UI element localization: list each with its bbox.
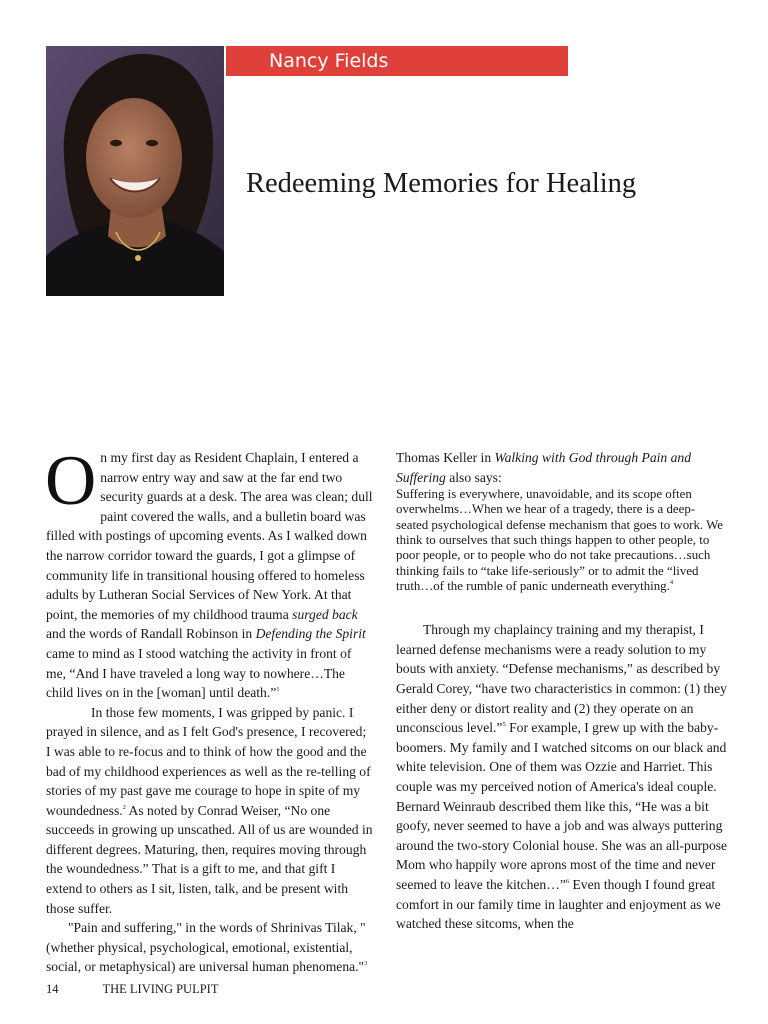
paragraph-4 — [396, 620, 728, 934]
paragraph-1-text-a: n my first day as Resident Chaplain, I entered a narrow entry way and saw at the far end two security guards at a desk. The area was clean; dull paint covered the walls, and a bulletin board was filled with postings of upcoming events. As I walked down the narrow corridor toward the guards, I got a glimpse of community life in transitional housing offered to homeless adults by Lutheran Social Services of New York. At that point, the memories of my childhood trauma — [46, 450, 373, 622]
article-title: Redeeming Memories for Healing — [246, 168, 637, 199]
page-footer — [46, 982, 218, 997]
column-left — [45, 442, 374, 977]
paragraph-1-text-b: and the words of Randall Robinson in — [46, 626, 256, 642]
book-title-walking-with-god: Walking with God through Pain and Suffering — [396, 450, 692, 485]
paragraph-2-text-b: As noted by Conrad Weiser, “No one succeeds in growing up unscathed. All of us are wounded in different degrees. Maturing, then, requires moving through the woundedness.” That is a gift to me, and that gift I extend to others as I sit, listen, talk, and be present with those suffer. — [46, 802, 373, 916]
author-name-banner — [226, 46, 568, 76]
author-portrait-image — [46, 46, 224, 296]
author-name: Nancy Fields — [269, 50, 389, 72]
column-right — [396, 448, 728, 934]
book-title-defending-the-spirit: Defending the Spirit — [255, 626, 366, 642]
paragraph-4-text-c: Even though I found great comfort in our family time in laughter and enjoyment as we watched these sitcoms, when the — [396, 876, 721, 932]
paragraph-1 — [45, 442, 374, 703]
paragraph-3 — [46, 918, 374, 977]
emphasis-surged-back: surged back — [292, 606, 358, 622]
page-number: 14 — [46, 982, 59, 996]
author-photo — [46, 46, 224, 296]
publication-name: THE LIVING PULPIT — [102, 982, 219, 996]
paragraph-3-text: "Pain and suffering," in the words of Shrinivas Tilak, "(whether physical, psychological, emotional, existential, social, or metaphysical) are universal human phenomena." — [46, 920, 366, 975]
quote-intro-text-a: Thomas Keller in — [396, 450, 495, 465]
block-quote — [396, 487, 728, 594]
drop-cap: O — [45, 442, 97, 520]
paragraph-2 — [46, 703, 374, 919]
footnote-marker-6: 6 — [565, 877, 570, 885]
footnote-marker-3: 3 — [364, 960, 368, 968]
footnote-marker-2: 2 — [122, 803, 126, 811]
quote-intro — [396, 448, 728, 487]
footnote-marker-4: 4 — [669, 578, 674, 586]
block-quote-text: Suffering is everywhere, unavoidable, and its scope often overwhelms…When we hear of a tragedy, there is a deep-seated psychological defense mechanism that goes to work. We think to ourselves that such things happen to other people, to poor people, or to people who do not take precautions…such thinking fails to “take life-seriously” or to admit the “lived truth…of the rumble of panic underneath everything. — [396, 487, 723, 593]
footnote-marker-5: 5 — [502, 721, 506, 729]
paragraph-4-text-a: Through my chaplaincy training and my therapist, I learned defense mechanisms were a ready solution to my bouts with anxiety. “Defense mechanisms,” as described by Gerald Corey, “have two characteristics in common: (1) they either deny or distort reality and (2) they operate on an unconscious level.” — [396, 622, 727, 736]
quote-intro-text-b: also says: — [445, 469, 502, 485]
paragraph-4-text-b: For example, I grew up with the baby-boomers. My family and I watched sitcoms on our black and white television. One of them was Ozzie and Harriet. This couple was my perceived notion of America's ideal couple. Bernard Weinraub described them like this, “He was a bit goofy, never seemed to have a job and was always puttering around the two-story Colonial house. She was an all-purpose Mom who happily wore aprons most of the time and never seemed to leave the kitchen…” — [396, 720, 728, 892]
footnote-marker-1: 1 — [276, 686, 280, 694]
paragraph-1-text-c: came to mind as I stood watching the activity in front of me, “And I have traveled a long way to nowhere…The child lives on in the [woman] until death.” — [46, 645, 352, 701]
paragraph-2-text-a: In those few moments, I was gripped by panic. I prayed in silence, and as I felt God's presence, I recovered; I was able to re-focus and to think of how the good and the bad of my childhood experiences as well as the re-telling of stories of my past gave me courage to hope in spite of my woundedness. — [46, 704, 371, 818]
